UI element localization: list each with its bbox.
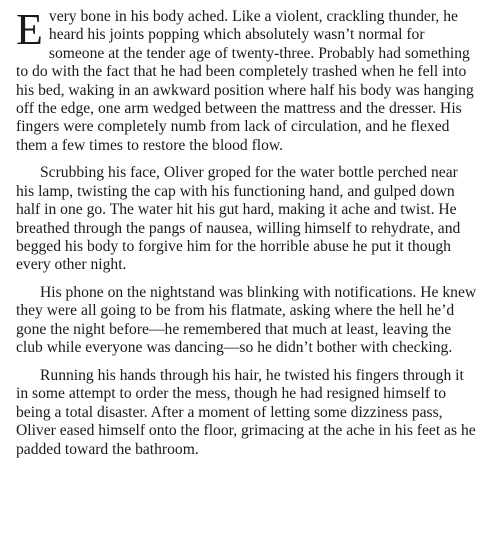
paragraph-2: Scrubbing his face, Oliver groped for the water bottle perched near his lamp, twisting the cap with his functioning hand, and gulped down half in one go. The water hit his gut hard, making it ache and twist. He breathed through the pangs of nausea, willing himself to rehydrate, and begged his body to forgive him for the horrible abuse he put it though every other night. xyxy=(16,164,461,274)
paragraph-3: His phone on the nightstand was blinking with notifications. He knew they were all going to be from his flatmate, asking where the hell he’d gone the night before—he remembered that much at least, leaving the club while everyone was dancing—so he didn’t bother with checking. xyxy=(16,284,477,357)
drop-cap: E xyxy=(16,5,43,54)
paragraph-1 xyxy=(16,5,478,155)
paragraph-1-text: very bone in his body ached. Like a violent, crackling thunder, he heard his joints popping which absolutely wasn’t normal for someone at the tender age of twenty-three. Probably had something to do with the fact that he had been completely trashed when he fell into his bed, waking in an awkward position where half his body was hanging off the edge, one arm wedged between the mattress and the dresser. His fingers were completely numb from lack of circulation, and he flexed them a few times to restore the blood flow. xyxy=(16,8,474,154)
paragraph-4: Running his hands through his hair, he twisted his fingers through it in some attempt to order the mess, though he had resigned himself to being a total disaster. After a moment of letting some dizziness pass, Oliver eased himself onto the floor, grimacing at the ache in his feet as he padded toward the bathroom. xyxy=(16,366,476,458)
